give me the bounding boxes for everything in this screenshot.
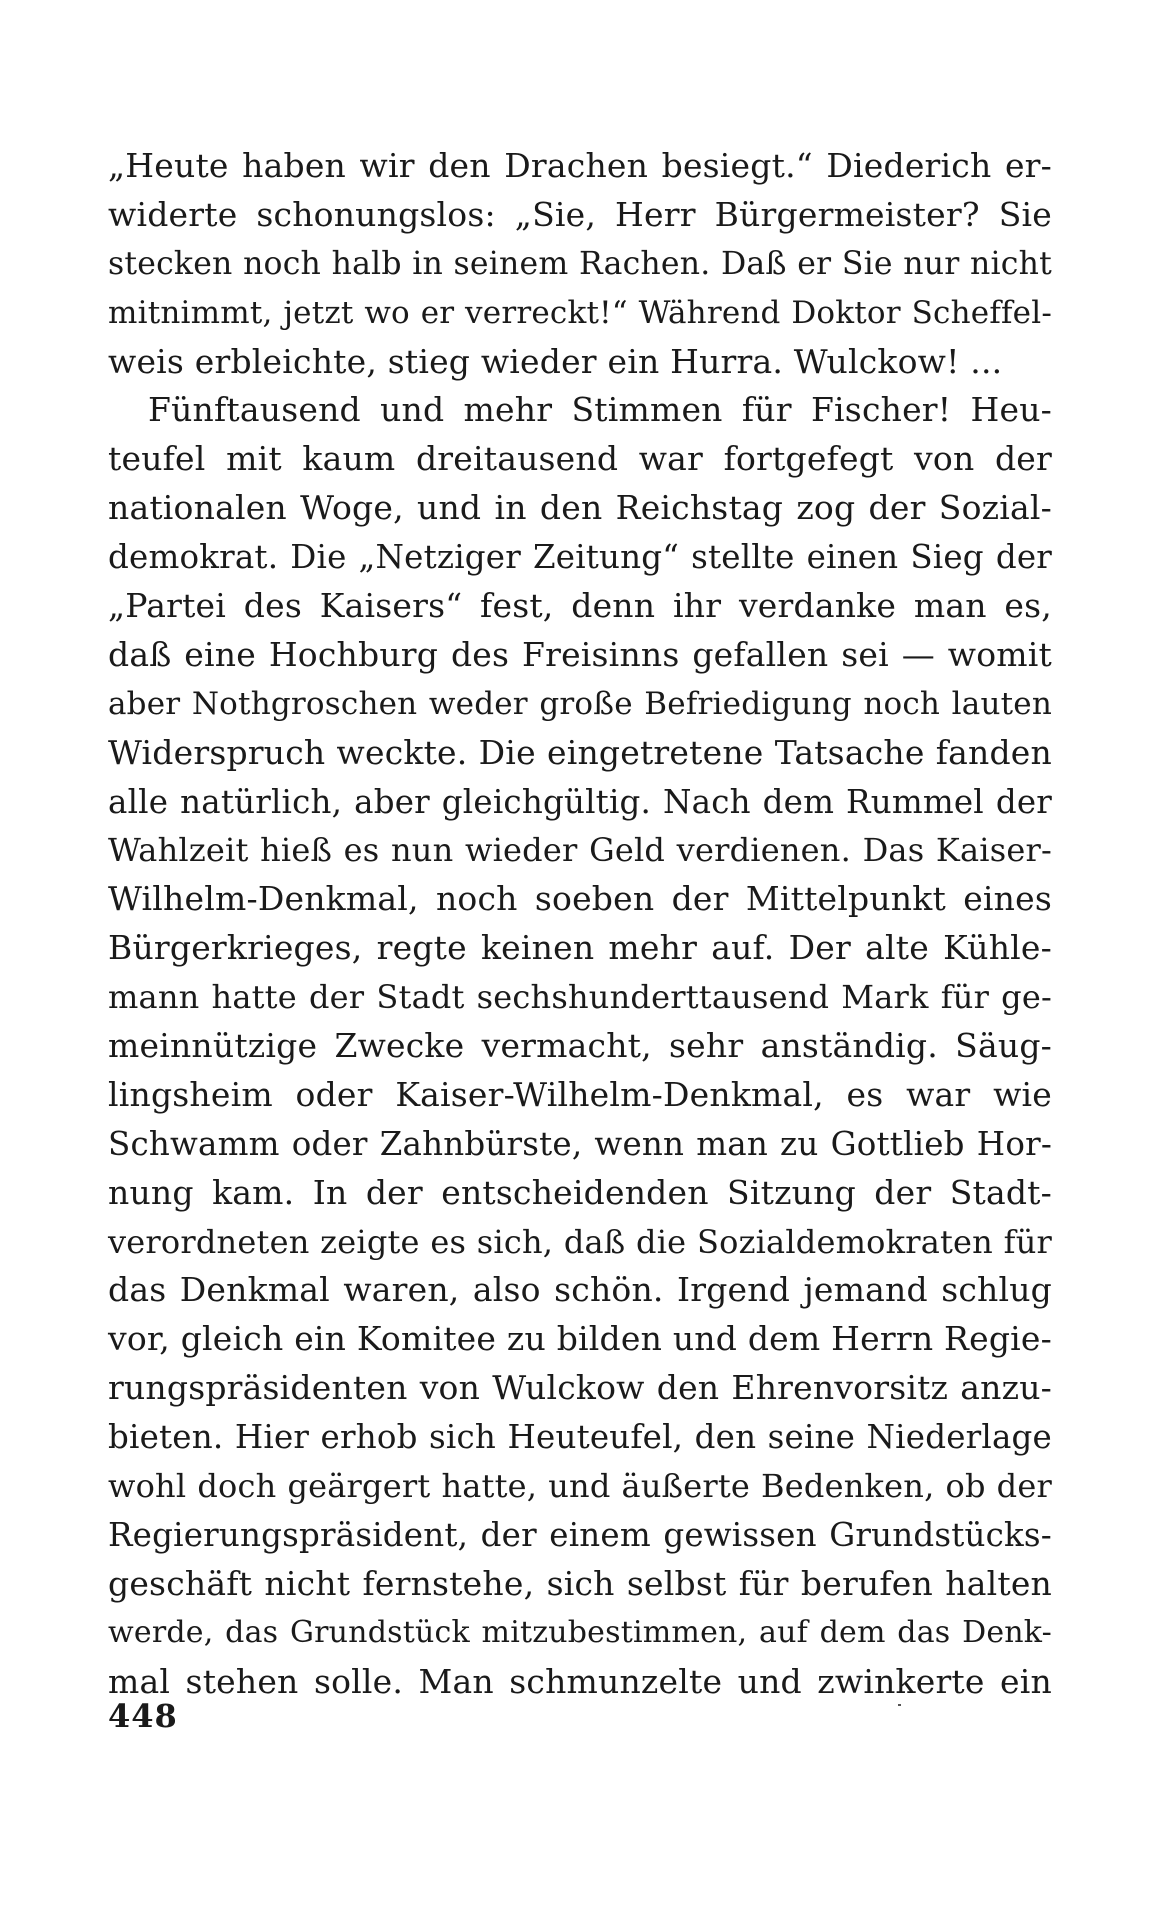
text-line: nationalen Woge, und in den Reichstag zog der Sozial- [108, 488, 1052, 528]
body-text [108, 142, 1052, 1707]
text-line: Fünftausend und mehr Stimmen für Fischer! Heu- [148, 390, 1052, 430]
text-line: wohl doch geärgert hatte, und äußerte Bedenken, ob der [108, 1467, 1052, 1506]
text-line: verordneten zeigte es sich, daß die Sozialdemokraten für [108, 1222, 1052, 1261]
text-line: „Partei des Kaisers“ fest, denn ihr verdanke man es, [108, 586, 1052, 626]
text-line: meinnützige Zwecke vermacht, sehr anständig. Säug- [108, 1026, 1052, 1066]
paragraph-2 [108, 386, 1052, 1706]
paragraph-1 [108, 142, 1052, 386]
text-line: das Denkmal waren, also schön. Irgend jemand schlug [108, 1270, 1052, 1310]
text-line: „Heute haben wir den Drachen besiegt.“ Diederich er- [108, 146, 1052, 185]
text-line: Bürgerkrieges, regte keinen mehr auf. Der alte Kühle- [108, 928, 1052, 968]
text-line: aber Nothgroschen weder große Befriedigung noch lauten [108, 685, 1052, 722]
text-line: Wahlzeit hieß es nun wieder Geld verdienen. Das Kaiser- [108, 831, 1052, 870]
text-line: stecken noch halb in seinem Rachen. Daß er Sie nur nicht [108, 245, 1052, 282]
text-line: Widerspruch weckte. Die eingetretene Tatsache fanden [108, 732, 1052, 772]
text-line: nung kam. In der entscheidenden Sitzung der Stadt- [108, 1172, 1052, 1212]
print-speck [898, 1704, 901, 1706]
text-line: Regierungspräsident, der einem gewissen Grundstücks- [108, 1515, 1052, 1554]
text-line: teufel mit kaum dreitausend war fortgefegt von der [108, 439, 1052, 479]
text-line: lingsheim oder Kaiser-Wilhelm-Denkmal, es war wie [108, 1074, 1052, 1114]
text-line: Schwamm oder Zahnbürste, wenn man zu Gottlieb Hor- [108, 1124, 1052, 1163]
page-number: 448 [108, 1697, 178, 1735]
text-line: Wilhelm-Denkmal, noch soeben der Mittelpunkt eines [108, 879, 1052, 919]
text-line: geschäft nicht fernstehe, sich selbst für berufen halten [108, 1563, 1052, 1603]
text-line: widerte schonungslos: „Sie, Herr Bürgermeister? Sie [108, 194, 1052, 234]
text-line: mal stehen solle. Man schmunzelte und zwinkerte ein [108, 1661, 1052, 1701]
text-line: mitnimmt, jetzt wo er verreckt!“ Während Doktor Scheffel- [108, 294, 1052, 331]
text-line: werde, das Grundstück mitzubestimmen, auf dem das Denk- [108, 1614, 1052, 1650]
text-line: rungspräsidenten von Wulckow den Ehrenvorsitz anzu- [108, 1368, 1052, 1408]
text-line: vor, gleich ein Komitee zu bilden und dem Herrn Regie- [108, 1319, 1052, 1359]
text-line: mann hatte der Stadt sechshunderttausend Mark für ge- [108, 978, 1052, 1017]
text-line: alle natürlich, aber gleichgültig. Nach dem Rummel der [108, 782, 1052, 821]
text-line: bieten. Hier erhob sich Heuteufel, den seine Niederlage [108, 1418, 1052, 1457]
text-line: demokrat. Die „Netziger Zeitung“ stellte einen Sieg der [108, 538, 1052, 577]
text-line: weis erbleichte, stieg wieder ein Hurra. Wulckow! ... [108, 341, 1003, 381]
text-line: daß eine Hochburg des Freisinns gefallen sei — womit [108, 634, 1052, 674]
